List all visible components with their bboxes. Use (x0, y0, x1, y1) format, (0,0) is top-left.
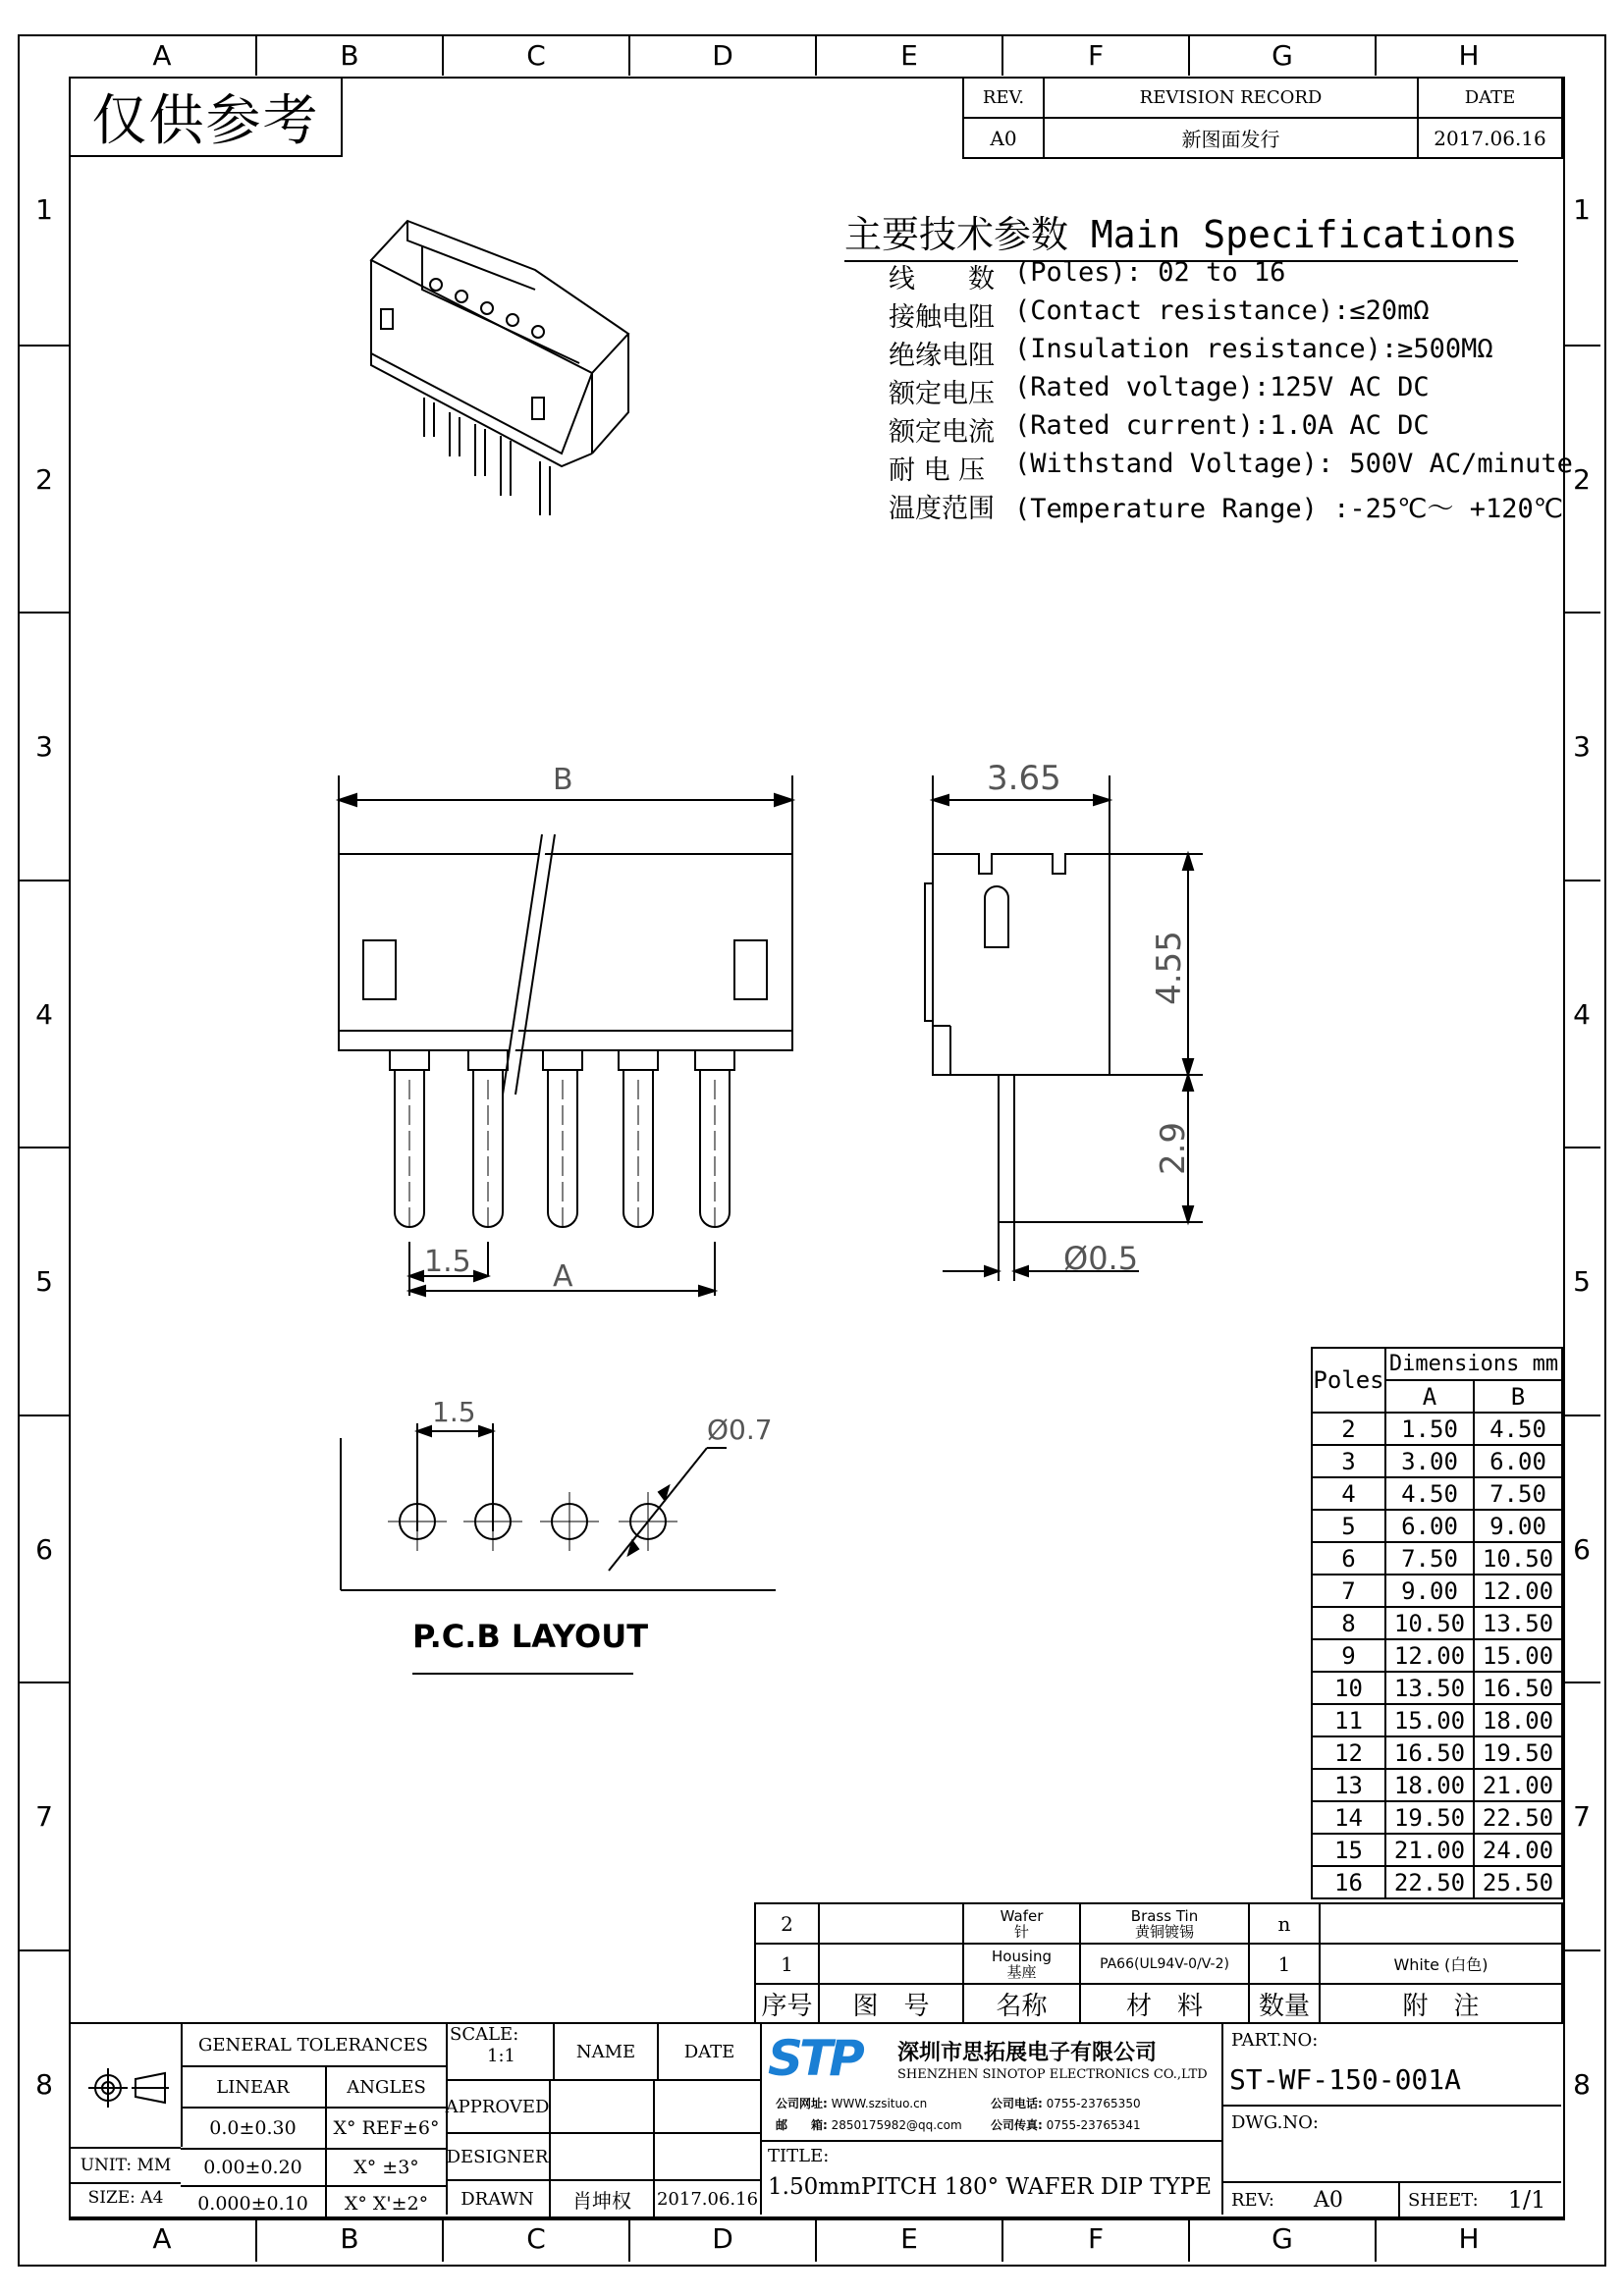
dim-a-cell: 16.50 (1385, 1736, 1474, 1769)
spec-item: 接触电阻 (Contact resistance):≤20mΩ (889, 295, 1430, 333)
poles-cell: 2 (1312, 1413, 1385, 1445)
company-web: 公司网址: WWW.szsituo.cn (776, 2097, 928, 2110)
poles-cell: 3 (1312, 1445, 1385, 1477)
tolerance-row: 0.0±0.30 X° REF±6° (181, 2109, 446, 2150)
dim-a-label: A (553, 1259, 573, 1294)
dim-a-cell: 7.50 (1385, 1542, 1474, 1575)
column-label: G (1188, 2216, 1375, 2262)
row-label: 7 (20, 1682, 69, 1949)
row-label: 3 (20, 612, 69, 880)
dim-b-cell: 9.00 (1474, 1510, 1562, 1542)
part-number: ST-WF-150-001A (1229, 2063, 1462, 2096)
drawn-date: 2017.06.16 (656, 2188, 759, 2210)
general-tolerances: GENERAL TOLERANCES (181, 2024, 446, 2067)
poles-cell: 7 (1312, 1575, 1385, 1607)
size-label: SIZE: A4 (87, 2188, 164, 2208)
bom-material: Brass Tin 黄铜镀锡 (1080, 1903, 1249, 1944)
dim-a-cell: 9.00 (1385, 1575, 1474, 1607)
dim-a-cell: 1.50 (1385, 1413, 1474, 1445)
pcb-dia-label: Ø0.7 (707, 1414, 773, 1446)
row-label: 1 (35, 193, 53, 226)
side-view (925, 775, 1203, 1281)
date-value: 2017.06.16 (1418, 118, 1562, 158)
dimensions-table (1311, 1347, 1563, 1899)
bom-qty: n (1249, 1903, 1320, 1944)
reference-stamp: 仅供参考 (69, 77, 343, 157)
dwg-label: DWG.NO: (1231, 2112, 1319, 2133)
company-block (760, 2024, 1223, 2142)
row-label: 5 (1563, 1147, 1600, 1415)
dim-b-label: B (553, 763, 573, 797)
dim-b-cell: 6.00 (1474, 1445, 1562, 1477)
column-label: B (255, 36, 442, 76)
dim-a-cell: 19.50 (1385, 1801, 1474, 1834)
bom-material: PA66(UL94V-0/V-2) (1080, 1944, 1249, 1984)
dim-b-cell: 4.50 (1474, 1413, 1562, 1445)
poles-cell: 6 (1312, 1542, 1385, 1575)
record-value: 新图面发行 (1044, 118, 1418, 158)
dim-b-cell: 13.50 (1474, 1607, 1562, 1639)
spec-item: 额定电压 (Rated voltage):125V AC DC (889, 372, 1430, 409)
approval-grid (446, 2024, 762, 2215)
column-label: A (152, 2222, 172, 2255)
pin-shoulder (390, 1050, 429, 1070)
table-row (1312, 1445, 1562, 1477)
drawn-label: DRAWN (446, 2181, 551, 2216)
poles-cell: 12 (1312, 1736, 1385, 1769)
column-label: F (1001, 2216, 1188, 2262)
table-row (1312, 1834, 1562, 1866)
poles-cell: 5 (1312, 1510, 1385, 1542)
part-block (1223, 2024, 1561, 2215)
column-label: A (152, 39, 172, 72)
row-label: 3 (1563, 612, 1600, 880)
poles-cell: 13 (1312, 1769, 1385, 1801)
table-row (1312, 1736, 1562, 1769)
spec-item: 线 数 (Poles): 02 to 16 (889, 257, 1286, 294)
table-row (1312, 1542, 1562, 1575)
company-tel: 公司电话: 0755-23765350 (991, 2097, 1141, 2110)
column-label: E (815, 36, 1001, 76)
designer-label: DESIGNER (446, 2134, 551, 2179)
tolerance-row: 0.00±0.20 X° ±3° (181, 2150, 446, 2187)
date-header: DATE (1418, 78, 1562, 118)
pin-shoulder (468, 1050, 508, 1070)
front-view (339, 775, 792, 1296)
dim-a-cell: 15.00 (1385, 1704, 1474, 1736)
dim-b-cell: 19.50 (1474, 1736, 1562, 1769)
tolerance-row: 0.000±0.10 X° X'±2° (181, 2187, 446, 2219)
bom-header-material: 材 料 (1080, 1984, 1249, 2023)
poles-cell: 14 (1312, 1801, 1385, 1834)
name-header: NAME (555, 2024, 659, 2079)
unit-label: UNIT: MM (71, 2147, 181, 2184)
dim-width-label: 3.65 (987, 759, 1061, 798)
bom-qty: 1 (1249, 1944, 1320, 1984)
pcb-pitch-label: 1.5 (432, 1396, 476, 1428)
pin-shoulder (619, 1050, 658, 1070)
dim-b-cell: 25.50 (1474, 1866, 1562, 1898)
spec-item: 额定电流 (Rated current):1.0A AC DC (889, 410, 1430, 448)
dim-b-cell: 7.50 (1474, 1477, 1562, 1510)
column-label: C (442, 36, 628, 76)
company-logo: STP (768, 2030, 861, 2087)
dim-b-cell: 18.00 (1474, 1704, 1562, 1736)
dim-a-cell: 6.00 (1385, 1510, 1474, 1542)
scale-label: SCALE: (450, 2024, 519, 2045)
column-label: F (1001, 36, 1188, 76)
isometric-view (371, 221, 628, 515)
poles-cell: 10 (1312, 1672, 1385, 1704)
row-label: 4 (1563, 880, 1600, 1148)
row-label: 5 (20, 1147, 69, 1415)
rev-header: REV. (963, 78, 1044, 118)
table-row (1312, 1769, 1562, 1801)
row-label: 4 (20, 880, 69, 1148)
table-row (1312, 1672, 1562, 1704)
table-row (1312, 1639, 1562, 1672)
table-row (1312, 1607, 1562, 1639)
pcb-layout-title: P.C.B LAYOUT (412, 1618, 649, 1655)
row-label: 2 (20, 345, 69, 613)
dim-a-cell: 21.00 (1385, 1834, 1474, 1866)
company-mail: 邮 箱: 2850175982@qq.com (776, 2118, 962, 2132)
dim-a-cell: 18.00 (1385, 1769, 1474, 1801)
dim-pin-label: 2.9 (1154, 1121, 1194, 1176)
bom-header-name: 名称 (963, 1984, 1080, 2023)
row-label: 8 (20, 1949, 69, 2217)
spec-item: 温度范围 (Temperature Range) :-25℃～ +120℃ (889, 494, 1564, 524)
dim-dia-label: Ø0.5 (1063, 1240, 1139, 1277)
dim-b-cell: 15.00 (1474, 1639, 1562, 1672)
table-row (1312, 1866, 1562, 1898)
company-name-cn: 深圳市思拓展电子有限公司 (897, 2041, 1158, 2065)
table-row (1312, 1510, 1562, 1542)
spec-item: 绝缘电阻 (Insulation resistance):≥500MΩ (889, 334, 1493, 371)
column-label: C (442, 2216, 628, 2262)
drawing-title: 1.50mmPITCH 180° WAFER DIP TYPE (768, 2174, 1212, 2200)
bom-no: 2 (755, 1903, 819, 1944)
date-header: DATE (683, 2041, 735, 2062)
bom-header-drawing: 图 号 (819, 1984, 963, 2023)
column-label: D (628, 36, 815, 76)
bom-note: White (白色) (1320, 1944, 1562, 1984)
rev-cell: REV: A0 (1223, 2183, 1400, 2216)
table-row (1312, 1704, 1562, 1736)
bom-note (1320, 1903, 1562, 1944)
spec-item: 耐 电 压 (Withstand Voltage): 500V AC/minute (889, 449, 1573, 486)
col-a-header: A (1385, 1380, 1474, 1413)
dim-a-cell: 12.00 (1385, 1639, 1474, 1672)
table-row (1312, 1801, 1562, 1834)
projection-symbol (71, 2024, 183, 2147)
row-label: 2 (1563, 345, 1600, 613)
dim-height-label: 4.55 (1149, 931, 1189, 1005)
title-cell (760, 2140, 1223, 2215)
row-label: 7 (1563, 1682, 1600, 1949)
poles-cell: 8 (1312, 1607, 1385, 1639)
drawn-name: 肖坤权 (551, 2181, 655, 2216)
dim-b-cell: 12.00 (1474, 1575, 1562, 1607)
tolerance-grid (181, 2024, 448, 2215)
rev-value: A0 (963, 118, 1044, 158)
poles-cell: 15 (1312, 1834, 1385, 1866)
row-label: 1 (1573, 193, 1591, 226)
bom-header-qty: 数量 (1249, 1984, 1320, 2023)
poles-cell: 9 (1312, 1639, 1385, 1672)
dim-b-cell: 22.50 (1474, 1801, 1562, 1834)
part-label: PART.NO: (1231, 2030, 1319, 2051)
column-label: G (1188, 36, 1375, 76)
record-header: REVISION RECORD (1044, 78, 1418, 118)
dim-a-cell: 4.50 (1385, 1477, 1474, 1510)
dim-b-cell: 16.50 (1474, 1672, 1562, 1704)
column-label: H (1375, 36, 1561, 76)
bom-header-no: 序号 (755, 1984, 819, 2023)
poles-header: Poles (1312, 1348, 1385, 1413)
approved-label: APPROVED (446, 2081, 551, 2132)
company-fax: 公司传真: 0755-23765341 (991, 2118, 1141, 2132)
dim-b-cell: 21.00 (1474, 1769, 1562, 1801)
table-row (1312, 1413, 1562, 1445)
linear-header: LINEAR (181, 2067, 327, 2107)
col-b-header: B (1474, 1380, 1562, 1413)
specs-title: 主要技术参数 Main Specifications (844, 204, 1518, 262)
bill-of-materials (754, 1902, 1563, 2024)
row-label: 6 (20, 1415, 69, 1682)
angles-header: ANGLES (347, 2076, 426, 2098)
row-label: 8 (1563, 1949, 1600, 2217)
column-label: H (1375, 2216, 1561, 2262)
title-label: TITLE: (768, 2146, 830, 2166)
pin-shoulder (543, 1050, 582, 1070)
dim-b-cell: 24.00 (1474, 1834, 1562, 1866)
projection-icon (71, 2024, 181, 2147)
bom-no: 1 (755, 1944, 819, 1984)
dim-a-cell: 3.00 (1385, 1445, 1474, 1477)
dims-header: Dimensions mm (1385, 1348, 1562, 1380)
pin-shoulder (695, 1050, 734, 1070)
sheet-cell: SHEET: 1/1 (1408, 2186, 1546, 2214)
bom-name: Wafer 针 (963, 1903, 1080, 1944)
bom-name: Housing 基座 (963, 1944, 1080, 1984)
dim-a-cell: 10.50 (1385, 1607, 1474, 1639)
dim-a-cell: 22.50 (1385, 1866, 1474, 1898)
scale-value: 1:1 (487, 2046, 515, 2066)
column-label: B (255, 2216, 442, 2262)
poles-cell: 16 (1312, 1866, 1385, 1898)
table-row (1312, 1477, 1562, 1510)
table-row (1312, 1575, 1562, 1607)
bom-header-note: 附 注 (1320, 1984, 1562, 2023)
company-name-en: SHENZHEN SINOTOP ELECTRONICS CO.,LTD (897, 2067, 1208, 2082)
column-label: E (815, 2216, 1001, 2262)
row-label: 6 (1563, 1415, 1600, 1682)
dim-pitch-label: 1.5 (424, 1245, 471, 1279)
column-label: D (628, 2216, 815, 2262)
poles-cell: 4 (1312, 1477, 1385, 1510)
dim-a-cell: 13.50 (1385, 1672, 1474, 1704)
poles-cell: 11 (1312, 1704, 1385, 1736)
dim-b-cell: 10.50 (1474, 1542, 1562, 1575)
